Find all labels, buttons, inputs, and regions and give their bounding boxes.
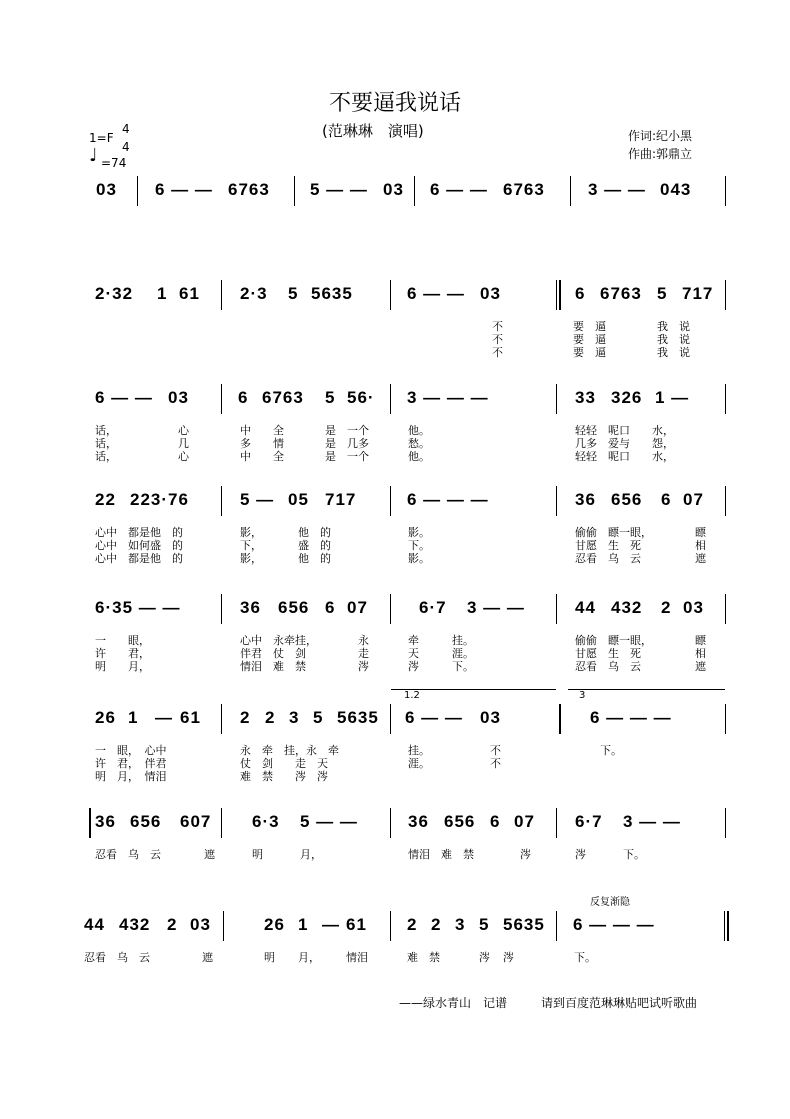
volta-bracket-1 [391, 689, 556, 690]
lyric-text: 是 一个 [325, 424, 369, 437]
note-group: 6 [238, 388, 249, 407]
lyric-text: 中 全 [240, 450, 284, 463]
lyric-text: 相 [695, 647, 706, 660]
bar-line [725, 280, 726, 310]
time-signature-top: 4 [122, 122, 130, 136]
note-group: 6 — — — [573, 915, 655, 934]
note-group: 36 [95, 812, 116, 831]
lyric-text: 他。 [408, 424, 430, 437]
lyric-text: 遮 [695, 552, 706, 565]
bar-line [725, 704, 726, 734]
note-group: 5 — [240, 490, 275, 509]
note-group: 6 — — — [590, 708, 672, 727]
lyric-text: 不 [492, 320, 503, 333]
note-group: 03 [96, 180, 117, 199]
note-group: 5 [657, 284, 668, 303]
lyric-text: 不 [490, 757, 501, 770]
lyric-text: 盛 的 [298, 539, 331, 552]
note-group: 6 — — [405, 708, 463, 727]
bar-line [556, 594, 557, 624]
lyric-text: 下， [240, 539, 262, 552]
note-group: 717 [325, 490, 357, 509]
lyric-text: 明 月， [95, 660, 150, 673]
note-group: 6 — — [95, 388, 153, 407]
note-group: 33 [575, 388, 596, 407]
composer-credit: 作曲:郭鼎立 [628, 147, 693, 161]
repeat-bar-line [559, 704, 561, 734]
lyric-text: 心中 都是他 的 [95, 526, 183, 539]
lyric-text: 瞟 [695, 634, 706, 647]
lyric-text: 涔 [358, 660, 369, 673]
note-group: 5 [288, 284, 299, 303]
lyric-text: 影， [240, 552, 262, 565]
bar-line [137, 176, 138, 206]
lyric-text: 几多 爱与 怨， [575, 437, 674, 450]
note-group: 656 [278, 598, 310, 617]
note-group: 3 [289, 708, 300, 727]
lyric-text: 要 逼 [573, 320, 606, 333]
lyric-text: 他 的 [298, 552, 331, 565]
lyric-text: 情泪 难 禁 [240, 660, 306, 673]
note-group: 2 [407, 915, 418, 934]
lyricist-credit: 作词:纪小黑 [628, 129, 693, 143]
note-group: 656 [130, 812, 162, 831]
lyric-text: 影， [240, 526, 262, 539]
lyric-text: 愁。 [408, 437, 430, 450]
key-signature: 1=F [89, 131, 114, 145]
tempo-marking: =74 [101, 156, 127, 170]
note-group: 2 [265, 708, 276, 727]
note-group: 36 [575, 490, 596, 509]
repeat-bar-line [559, 280, 561, 310]
bar-line [390, 280, 391, 310]
note-group: 043 [660, 180, 692, 199]
note-group: 3 — — [588, 180, 646, 199]
volta-ending-1: 1.2 [404, 690, 420, 701]
note-group: 1 — [655, 388, 690, 407]
lyric-text: 涔 [575, 848, 586, 861]
note-group: 36 [240, 598, 261, 617]
note-group: 5635 [337, 708, 379, 727]
bar-line [724, 911, 725, 941]
note-group: 22 [95, 490, 116, 509]
note-group: 3 — — — [407, 388, 489, 407]
lyric-text: 轻轻 呢口 水， [575, 450, 674, 463]
lyric-text: 下。 [408, 539, 430, 552]
lyric-text: 明 [252, 848, 263, 861]
lyric-text: 影。 [408, 526, 430, 539]
note-group: 6 — — [407, 284, 465, 303]
lyric-text: 走 [358, 647, 369, 660]
lyric-text: 甘愿 生 死 [575, 539, 641, 552]
lyric-text: 多 情 [240, 437, 284, 450]
note-group: 5 — — [310, 180, 368, 199]
bar-line [414, 176, 415, 206]
note-group: 656 [611, 490, 643, 509]
note-group: 07 [347, 598, 368, 617]
lyric-text: 涯。 [408, 757, 430, 770]
note-group: 6 [661, 490, 672, 509]
lyric-text: 心中 都是他 的 [95, 552, 183, 565]
lyric-text: 伴君 仗 剑 [240, 647, 306, 660]
bar-line [390, 384, 391, 414]
lyric-text: 我 说 [657, 346, 690, 359]
lyric-text: 涔 [479, 951, 490, 964]
lyric-text: 他。 [408, 450, 430, 463]
lyric-text: 甘愿 生 死 [575, 647, 641, 660]
note-group: 2 [661, 598, 672, 617]
note-group: 432 [119, 915, 151, 934]
lyric-text: 遮 [204, 848, 215, 861]
lyric-text: 心中 永牵挂， [240, 634, 317, 647]
note-group: 6763 [503, 180, 545, 199]
lyric-text: 忍看 乌 云 [575, 552, 641, 565]
bar-line [725, 486, 726, 516]
note-group: 2 [240, 708, 251, 727]
note-group: 36 [408, 812, 429, 831]
lyric-text: 明 [264, 951, 275, 964]
note-group: 03 [480, 284, 501, 303]
time-signature-bottom: 4 [122, 140, 130, 154]
note-group: 6 [490, 812, 501, 831]
note-group: 5 — — [300, 812, 358, 831]
lyric-text: 他 的 [298, 526, 331, 539]
lyric-text: 中 全 [240, 424, 284, 437]
note-group: 61 [346, 915, 367, 934]
bar-line [725, 176, 726, 206]
note-group: — [322, 915, 340, 934]
note-group: 5 [325, 388, 336, 407]
lyric-text: 轻轻 呢口 水， [575, 424, 674, 437]
lyric-text: 话， [95, 424, 117, 437]
lyric-text: 涔 [503, 951, 514, 964]
lyric-text: 不 [492, 333, 503, 346]
note-group: 6·3 [252, 812, 280, 831]
note-group: 26 [95, 708, 116, 727]
bar-line [725, 594, 726, 624]
lyric-text: 是 几多 [325, 437, 369, 450]
bar-line [725, 808, 726, 838]
note-group: 6 — — [155, 180, 213, 199]
note-group: 6 — — [430, 180, 488, 199]
lyric-text: 情泪 [346, 951, 368, 964]
lyric-text: 下。 [623, 848, 645, 861]
bar-line [294, 176, 295, 206]
bar-line [390, 911, 391, 941]
bar-line [570, 176, 571, 206]
note-group: 5 [313, 708, 324, 727]
lyric-text: 忍看 乌 云 [95, 848, 161, 861]
note-group: 07 [514, 812, 535, 831]
bar-line [390, 594, 391, 624]
lyric-text: 心中 如何盛 的 [95, 539, 183, 552]
note-group: 223·76 [130, 490, 189, 509]
lyric-text: 偷偷 瞟一眼， [575, 634, 652, 647]
lyric-text: 涔 下。 [408, 660, 474, 673]
lyric-text: 忍看 乌 云 [575, 660, 641, 673]
note-group: 326 [611, 388, 643, 407]
note-group: 6763 [600, 284, 642, 303]
lyric-text: 难 禁 涔 涔 [240, 770, 328, 783]
lyric-text: 月， [298, 951, 320, 964]
lyric-text: 天 涯。 [408, 647, 474, 660]
note-group: 5635 [311, 284, 353, 303]
note-group: 6·7 [575, 812, 603, 831]
lyric-text: 挂。 [408, 744, 430, 757]
quarter-note-icon: ♩ [89, 145, 98, 166]
lyric-text: 忍看 乌 云 [84, 951, 150, 964]
note-group: 2 [167, 915, 178, 934]
bar-line [556, 384, 557, 414]
bar-line [221, 594, 222, 624]
lyric-text: 我 说 [657, 320, 690, 333]
note-group: 03 [190, 915, 211, 934]
lyric-text: 话， [95, 437, 117, 450]
lyric-text: 永 [358, 634, 369, 647]
note-group: 44 [84, 915, 105, 934]
repeat-bar-line [89, 808, 91, 838]
volta-bracket-2 [568, 689, 725, 690]
lyric-text: 遮 [202, 951, 213, 964]
note-group: 5635 [503, 915, 545, 934]
transcriber-credit: ——绿水青山 记谱 [399, 996, 508, 1010]
lyric-text: 牵 挂。 [408, 634, 474, 647]
lyric-text: 影。 [408, 552, 430, 565]
bar-line [556, 280, 557, 310]
bar-line [390, 808, 391, 838]
note-group: 03 [480, 708, 501, 727]
note-group: 07 [683, 490, 704, 509]
note-group: 05 [288, 490, 309, 509]
lyric-text: 要 逼 [573, 333, 606, 346]
volta-ending-2: 3 [579, 690, 586, 701]
note-group: 56· [347, 388, 375, 407]
note-group: 2·3 [240, 284, 268, 303]
note-group: — [155, 708, 173, 727]
bar-line [221, 384, 222, 414]
lyric-text: 一 眼， [95, 634, 150, 647]
listen-note: 请到百度范琳琳贴吧试听歌曲 [541, 996, 698, 1010]
lyric-text: 不 [490, 744, 501, 757]
lyric-text: 心 [178, 424, 189, 437]
lyric-text: 是 一个 [325, 450, 369, 463]
note-group: 61 [180, 708, 201, 727]
note-group: 6763 [262, 388, 304, 407]
note-group: 1 [128, 708, 139, 727]
lyric-text: 偷偷 瞟一眼， [575, 526, 652, 539]
bar-line [221, 808, 222, 838]
bar-line [221, 704, 222, 734]
note-group: 3 — — [467, 598, 525, 617]
note-group: 6763 [228, 180, 270, 199]
repeat-bar-line [727, 911, 729, 941]
bar-line [223, 911, 224, 941]
bar-line [556, 808, 557, 838]
song-subtitle: (范琳琳 演唱) [322, 122, 424, 140]
lyric-text: 相 [695, 539, 706, 552]
note-group: 61 [179, 284, 200, 303]
note-group: 2·32 [95, 284, 134, 303]
lyric-text: 话， [95, 450, 117, 463]
lyric-text: 一 眼， 心中 [95, 744, 167, 757]
lyric-text: 要 逼 [573, 346, 606, 359]
note-group: 03 [383, 180, 404, 199]
note-group: 6·7 [419, 598, 447, 617]
lyric-text: 瞟 [695, 526, 706, 539]
note-group: 1 [157, 284, 168, 303]
lyric-text: 几 [178, 437, 189, 450]
lyric-text: 下。 [574, 951, 596, 964]
note-group: 1 [298, 915, 309, 934]
lyric-text: 下。 [600, 744, 622, 757]
lyric-text: 明 月， 情泪 [95, 770, 167, 783]
note-group: 6 [575, 284, 586, 303]
lyric-text: 许 君， [95, 647, 150, 660]
note-group: 6 — — — [407, 490, 489, 509]
note-group: 717 [682, 284, 714, 303]
bar-line [390, 704, 391, 734]
note-group: 2 [431, 915, 442, 934]
note-group: 03 [683, 598, 704, 617]
bar-line [221, 280, 222, 310]
lyric-text: 月， [300, 848, 322, 861]
note-group: 3 [455, 915, 466, 934]
fade-out-marking: 反复渐隐 [590, 897, 630, 908]
note-group: 3 — — [623, 812, 681, 831]
bar-line [556, 911, 557, 941]
lyric-text: 永 牵 挂，永 牵 [240, 744, 339, 757]
lyric-text: 仗 剑 走 天 [240, 757, 328, 770]
lyric-text: 涔 [520, 848, 531, 861]
lyric-text: 我 说 [657, 333, 690, 346]
lyric-text: 遮 [695, 660, 706, 673]
lyric-text: 情泪 难 禁 [408, 848, 474, 861]
note-group: 44 [575, 598, 596, 617]
lyric-text: 难 禁 [407, 951, 440, 964]
note-group: 26 [264, 915, 285, 934]
lyric-text: 许 君， 伴君 [95, 757, 167, 770]
bar-line [556, 486, 557, 516]
note-group: 6·35 — — [95, 598, 181, 617]
note-group: 03 [168, 388, 189, 407]
note-group: 432 [611, 598, 643, 617]
lyric-text: 心 [178, 450, 189, 463]
lyric-text: 不 [492, 346, 503, 359]
note-group: 607 [180, 812, 212, 831]
bar-line [221, 486, 222, 516]
bar-line [725, 384, 726, 414]
bar-line [390, 486, 391, 516]
note-group: 656 [444, 812, 476, 831]
note-group: 5 [479, 915, 490, 934]
note-group: 6 [325, 598, 336, 617]
song-title: 不要逼我说话 [328, 91, 461, 116]
